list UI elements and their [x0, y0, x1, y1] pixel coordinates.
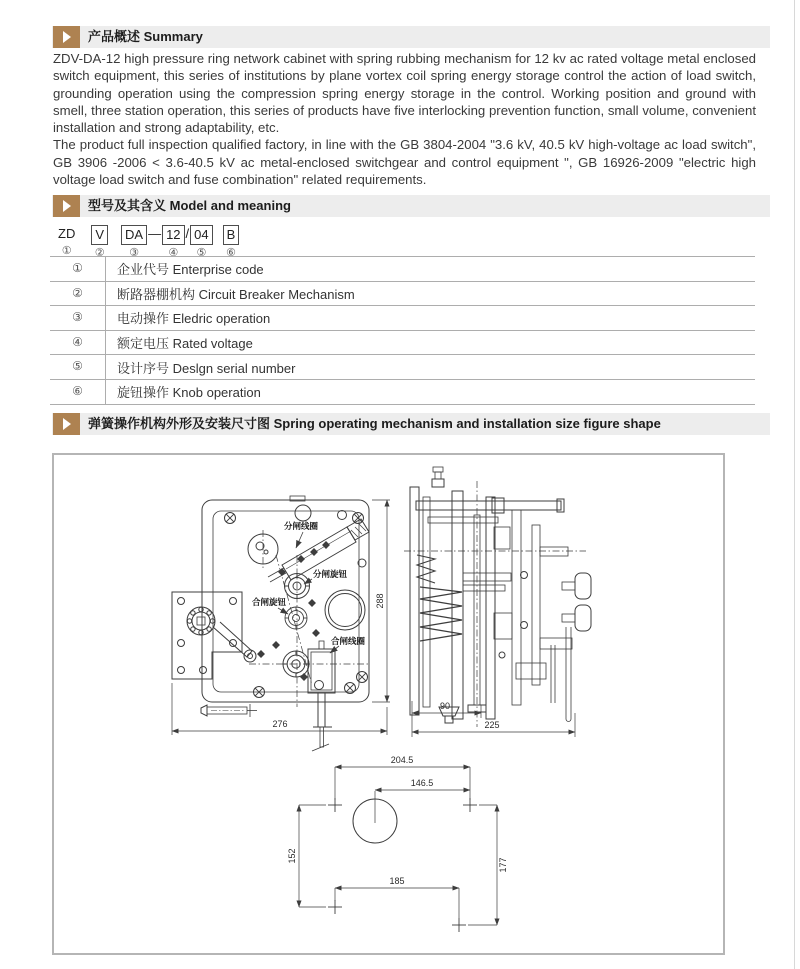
row-number: ②	[50, 282, 106, 306]
row-number: ③	[50, 306, 106, 330]
section-title-summary: 产品概述 Summary	[88, 29, 203, 44]
section-header-summary	[52, 26, 770, 48]
code-box-b: B	[223, 225, 240, 245]
row-number: ①	[50, 257, 106, 281]
row-label: 电动操作 Eledric operation	[117, 311, 271, 327]
row-number: ⑥	[50, 380, 106, 404]
front-view	[172, 496, 390, 751]
code-text-zd: ZD	[58, 226, 76, 241]
model-meaning-table	[50, 256, 755, 405]
technical-drawing	[54, 455, 723, 953]
row-label: 企业代号 Enterprise code	[117, 262, 264, 278]
dim-side-inner: 90	[439, 701, 451, 711]
dim-install-right: 177	[498, 857, 508, 873]
code-dash: —	[148, 226, 162, 241]
dim-install-top: 204.5	[390, 755, 414, 765]
code-box-04: 04	[190, 225, 212, 245]
label-closing-coil: 合闸线圈	[331, 636, 366, 646]
side-view	[404, 467, 591, 737]
page-edge-line	[794, 0, 795, 969]
section-header-model	[52, 195, 770, 217]
model-code-strip	[58, 225, 239, 259]
code-segment-5	[190, 225, 212, 259]
section-header-drawing	[52, 413, 770, 435]
code-segment-2	[91, 225, 108, 259]
summary-paragraph-1: ZDV-DA-12 high pressure ring network cabinet with spring rubbing mechanism for 12 kv ac rated voltage metal enclosed switch equipment, this series of institutions by plane vortex coil spring energy storage control the action of load switch, grounding operation using the compression spring energy storage in the control. Working position and ground with smell, three station operation, this series of products have five interlocking prevention function, small volume, convenient installation and strong adaptability, etc.	[53, 51, 756, 136]
code-num-4: ④	[168, 247, 179, 259]
arrow-bullet-icon	[53, 26, 80, 48]
code-num-3: ③	[129, 247, 139, 259]
table-row	[50, 331, 755, 356]
dim-install-left: 152	[287, 848, 297, 864]
label-opening-knob: 分闸旋钮	[313, 569, 348, 579]
code-num-2: ②	[94, 247, 105, 259]
row-label: 额定电压 Rated voltage	[117, 336, 253, 352]
code-num-5: ⑤	[196, 247, 207, 259]
section-title-model: 型号及其含义 Model and meaning	[88, 198, 291, 213]
label-opening-coil: 分闸线圈	[284, 521, 319, 531]
label-closing-knob: 合闸旋钮	[252, 597, 287, 607]
table-row	[50, 257, 755, 282]
code-box-da: DA	[121, 225, 147, 245]
arrow-bullet-icon	[53, 195, 80, 217]
row-number: ⑤	[50, 355, 106, 379]
dim-install-bottom: 185	[389, 876, 405, 886]
summary-paragraph-2: The product full inspection qualified factory, in line with the GB 3804-2004 "3.6 kV, 40.5 kV high-voltage ac load switch", GB 3906 -2006 < 3.6-40.5 kV ac metal-enclosed switchgear and control equipment ", GB 16926-2009 "electric high voltage load switch and fuse combination" related requirements.	[53, 137, 756, 188]
table-row	[50, 306, 755, 331]
code-num-1: ①	[61, 245, 72, 257]
code-segment-6	[223, 225, 240, 259]
code-slash: /	[185, 226, 190, 241]
table-row	[50, 282, 755, 307]
row-label: 设计序号 Deslgn serial number	[117, 360, 296, 376]
code-box-12: 12	[162, 225, 184, 245]
mounting-hole-marks	[328, 798, 477, 932]
code-box-v: V	[91, 225, 108, 245]
code-segment-1	[58, 225, 75, 257]
dim-side-width: 225	[484, 720, 500, 730]
dim-front-height: 288	[375, 593, 385, 609]
code-segment-4	[162, 225, 184, 259]
code-segment-3	[121, 225, 147, 259]
arrow-bullet-icon	[53, 413, 80, 435]
table-row	[50, 355, 755, 380]
section-title-drawing: 弹簧操作机构外形及安装尺寸图 Spring operating mechanism and installation size figure shape	[88, 416, 661, 431]
installation-view	[287, 755, 508, 932]
code-num-6: ⑥	[226, 247, 236, 259]
table-row	[50, 380, 755, 405]
row-number: ④	[50, 331, 106, 355]
row-label: 旋钮操作 Knob operation	[117, 385, 261, 401]
dim-install-mid: 146.5	[410, 778, 434, 788]
dim-front-width: 276	[272, 719, 288, 729]
row-label: 断路器棚机构 Circuit Breaker Mechanism	[117, 286, 355, 302]
summary-body	[53, 50, 756, 188]
drawing-frame	[52, 453, 725, 955]
